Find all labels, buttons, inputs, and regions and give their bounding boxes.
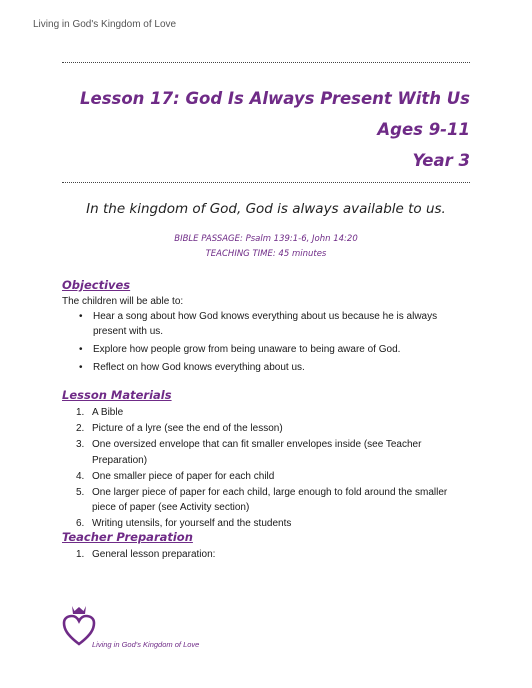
- item-text: Picture of a lyre (see the end of the lesson): [92, 423, 283, 434]
- materials-list: [62, 405, 470, 532]
- item-text: One smaller piece of paper for each child: [92, 470, 275, 482]
- heart-crown-icon: [62, 604, 96, 646]
- bible-passage: BIBLE PASSAGE: Psalm 139:1-6, John 14:20: [174, 234, 358, 244]
- preparation-heading: Teacher Preparation: [62, 530, 193, 544]
- item-number: 1.: [76, 549, 85, 560]
- objectives-heading: Objectives: [62, 278, 131, 292]
- materials-heading: Lesson Materials: [62, 388, 172, 402]
- list-item: [62, 547, 470, 563]
- list-item: [62, 437, 470, 468]
- list-item: [62, 485, 470, 516]
- list-item: [62, 405, 470, 421]
- item-text: One oversized envelope that can fit smaller envelopes inside (see Teacher Preparation): [92, 439, 422, 466]
- teaching-time: TEACHING TIME: 45 minutes: [205, 249, 327, 259]
- year-label: Year 3: [412, 151, 470, 170]
- preparation-list: [62, 547, 470, 563]
- list-item: [62, 342, 470, 357]
- top-divider: [62, 62, 470, 63]
- objectives-list: [62, 309, 470, 378]
- age-range: Ages 9-11: [377, 120, 470, 139]
- objective-text: Explore how people grow from being unaware to being aware of God.: [93, 344, 401, 355]
- lesson-title: Lesson 17: God Is Always Present With Us: [80, 89, 470, 108]
- item-number: 5.: [76, 486, 85, 498]
- item-text: Writing utensils, for yourself and the students: [92, 518, 292, 529]
- objectives-intro: The children will be able to:: [62, 296, 184, 307]
- running-header: Living in God's Kingdom of Love: [33, 19, 177, 30]
- item-number: 6.: [76, 518, 85, 529]
- lesson-theme: In the kingdom of God, God is always available to us.: [86, 201, 446, 217]
- list-item: [62, 421, 470, 437]
- item-text: A Bible: [92, 407, 124, 418]
- bottom-divider: [62, 182, 470, 183]
- list-item: [62, 469, 470, 485]
- item-text: One larger piece of paper for each child, large enough to fold around the smaller piece of paper (see Activity section): [92, 486, 448, 513]
- item-number: 2.: [76, 423, 85, 434]
- item-number: 4.: [76, 470, 85, 482]
- list-item: [62, 309, 470, 339]
- item-number: 3.: [76, 439, 85, 450]
- item-number: 1.: [76, 407, 85, 418]
- item-text: General lesson preparation:: [92, 549, 216, 560]
- list-item: [62, 360, 470, 375]
- objective-text: Hear a song about how God knows everything about us because he is always present with us.: [93, 311, 438, 337]
- footer-text: Living in God's Kingdom of Love: [92, 640, 200, 649]
- objective-text: Reflect on how God knows everything about us.: [93, 362, 305, 373]
